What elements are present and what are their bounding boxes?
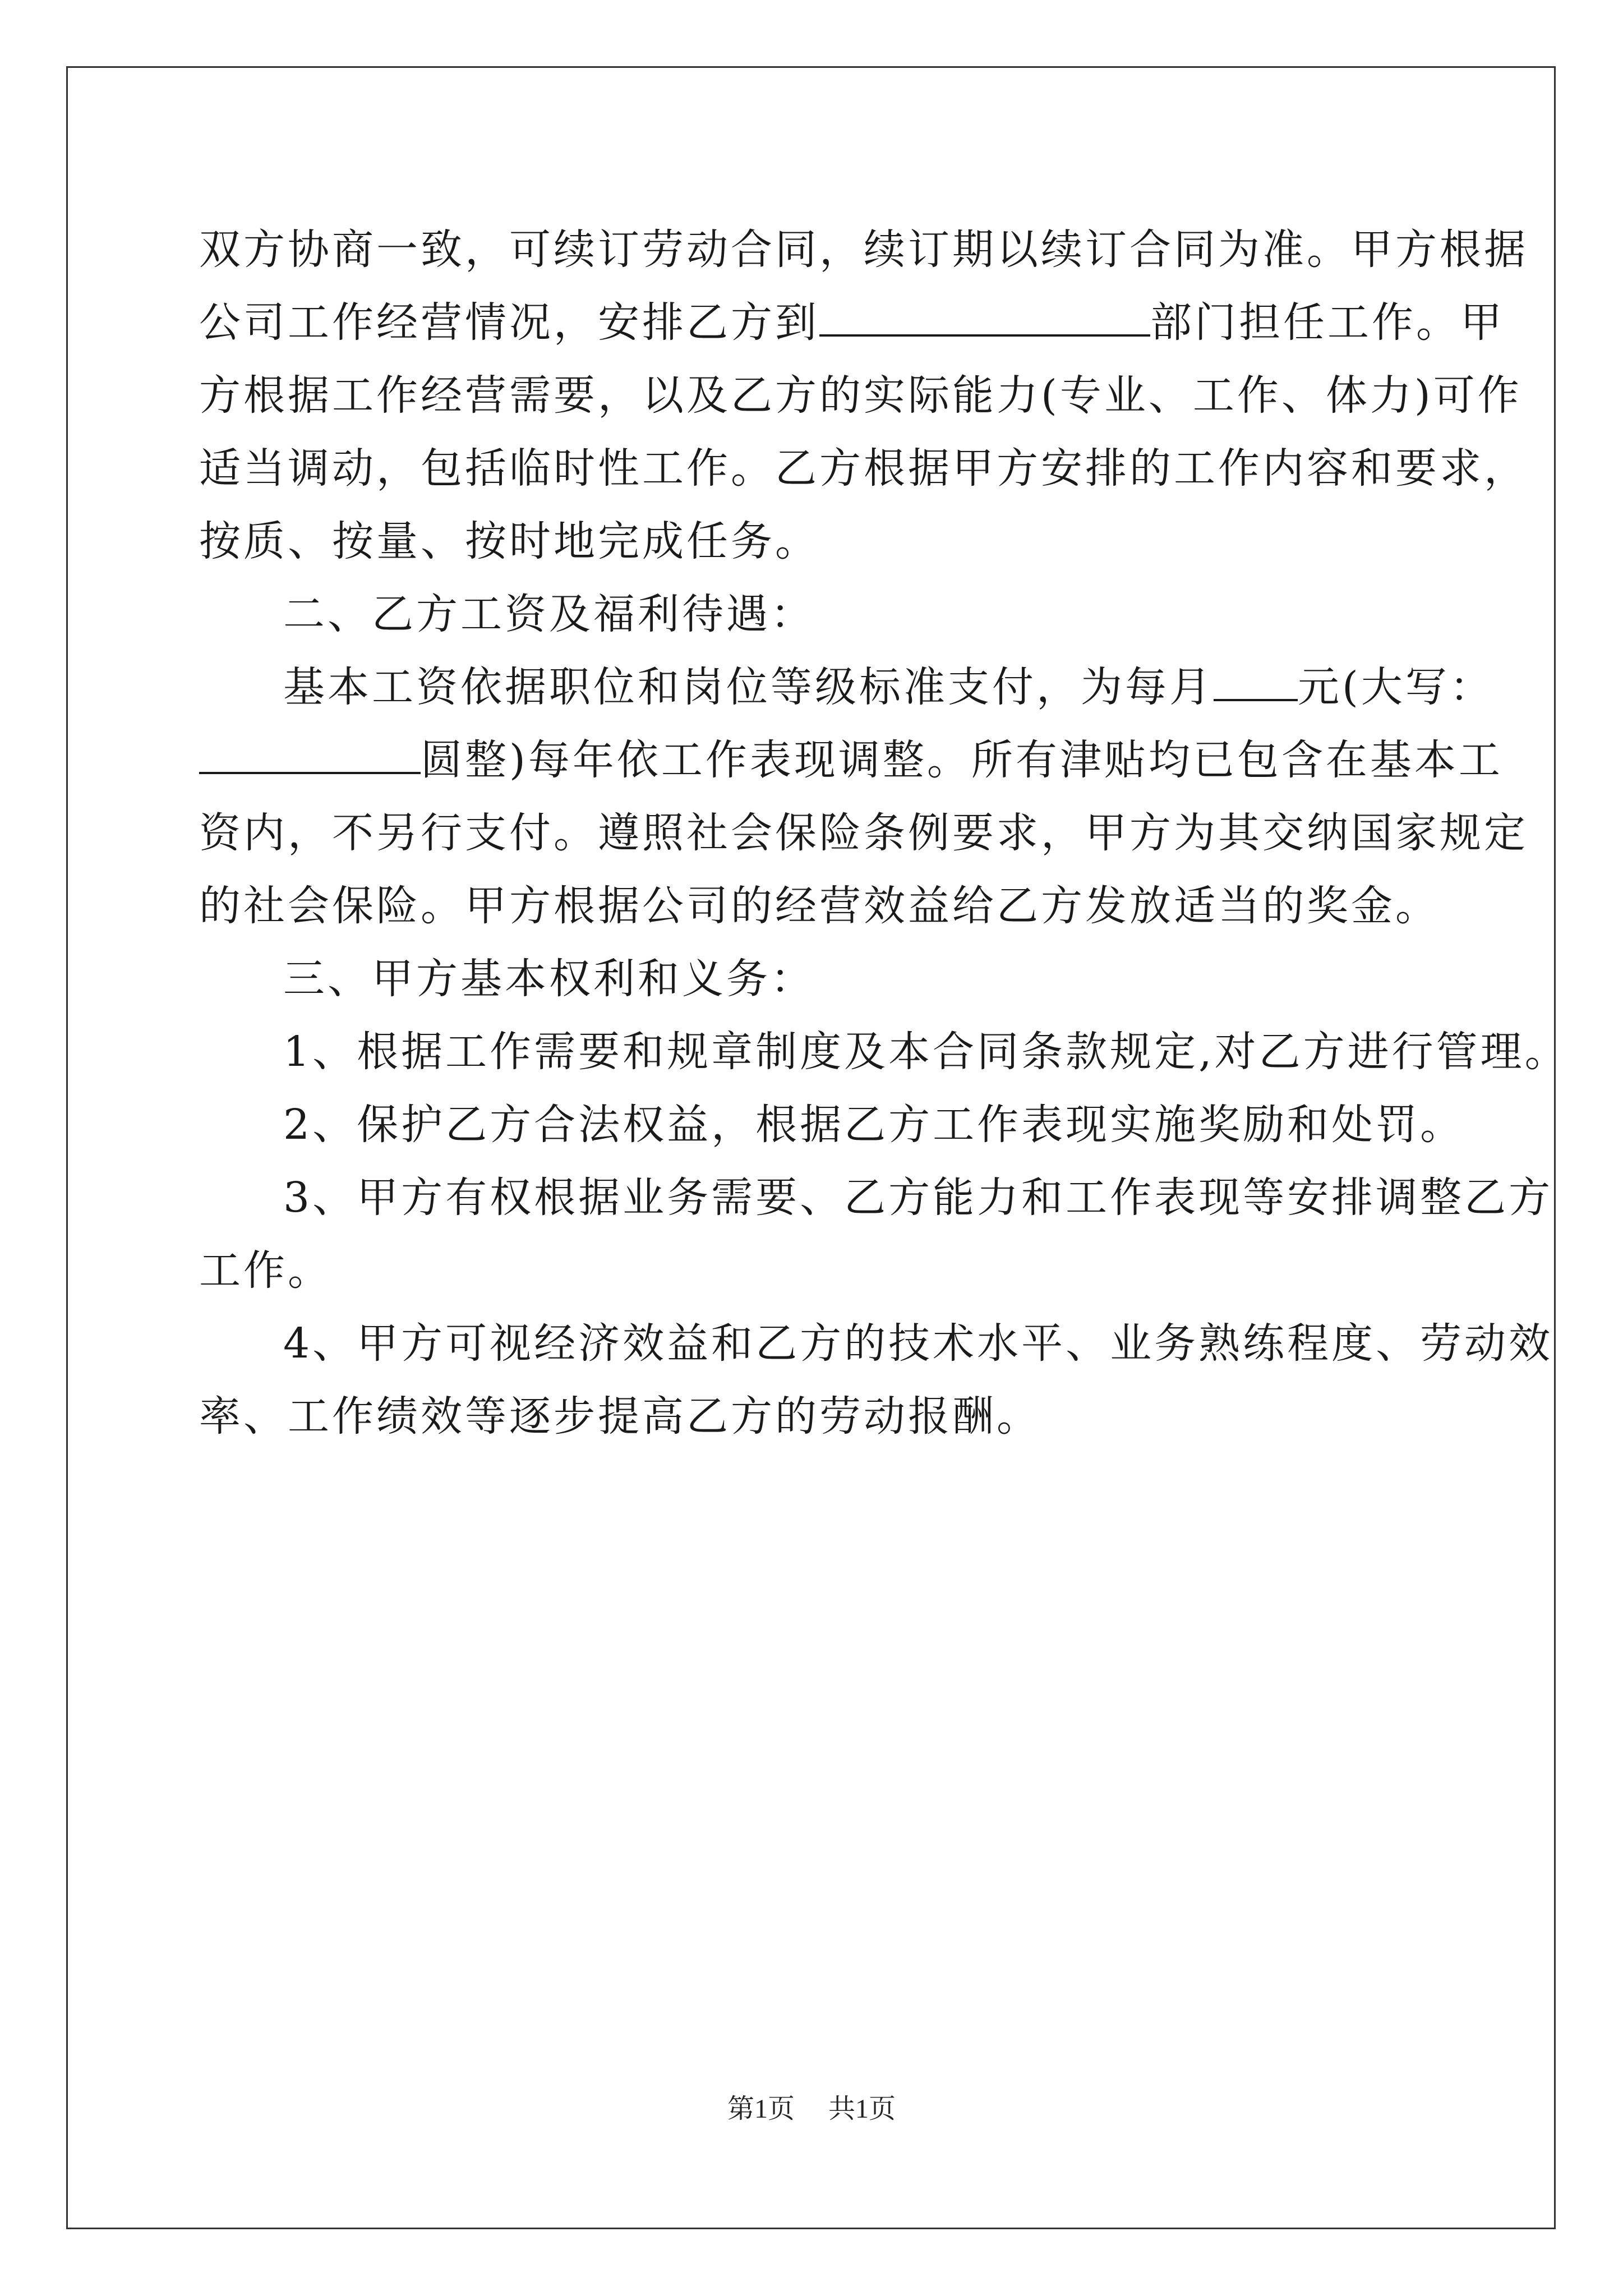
paragraph-line: 适当调动，包括临时性工作。乙方根据甲方安排的工作内容和要求， bbox=[199, 444, 1528, 493]
paragraph-line: 按质、按量、按时地完成任务。 bbox=[199, 517, 819, 565]
list-item: 4、甲方可视经济效益和乙方的技术水平、业务熟练程度、劳动效 bbox=[283, 1319, 1553, 1368]
page-footer bbox=[0, 2092, 1623, 2126]
list-item: 1、根据工作需要和规章制度及本合同条款规定,对乙方进行管理。 bbox=[283, 1028, 1569, 1076]
paragraph-line: 方根据工作经营需要，以及乙方的实际能力(专业、工作、体力)可作 bbox=[199, 371, 1522, 420]
page-total: 共1页 bbox=[828, 2094, 896, 2124]
salary-words-blank bbox=[199, 734, 421, 774]
page-number: 第1页 bbox=[727, 2094, 795, 2124]
paragraph-line: 双方协商一致，可续订劳动合同，续订期以续订合同为准。甲方根据 bbox=[199, 226, 1528, 274]
paragraph-line: 圆整)每年依工作表现调整。所有津贴均已包含在基本工 bbox=[199, 729, 1427, 791]
paragraph-line: 的社会保险。甲方根据公司的经营效益给乙方发放适当的奖金。 bbox=[199, 882, 1440, 930]
paragraph-line: 基本工资依据职位和岗位等级标准支付，为每月 元(大写： bbox=[283, 656, 1427, 718]
list-item: 3、甲方有权根据业务需要、乙方能力和工作表现等安排调整乙方 bbox=[283, 1174, 1553, 1222]
list-item-continuation: 率、工作绩效等逐步提高乙方的劳动报酬。 bbox=[199, 1392, 1041, 1441]
paragraph-line: 公司工作经营情况，安排乙方到 部门担任工作。甲 bbox=[199, 292, 1427, 353]
salary-amount-blank bbox=[1214, 661, 1298, 701]
section-heading: 三、甲方基本权利和义务： bbox=[283, 955, 815, 1003]
list-item: 2、保护乙方合法权益，根据乙方工作表现实施奖励和处罚。 bbox=[283, 1101, 1465, 1149]
list-item-continuation: 工作。 bbox=[199, 1246, 332, 1295]
section-heading: 二、乙方工资及福利待遇： bbox=[283, 590, 815, 638]
department-blank bbox=[819, 296, 1150, 337]
paragraph-line: 资内，不另行支付。遵照社会保险条例要求，甲方为其交纳国家规定 bbox=[199, 809, 1528, 857]
